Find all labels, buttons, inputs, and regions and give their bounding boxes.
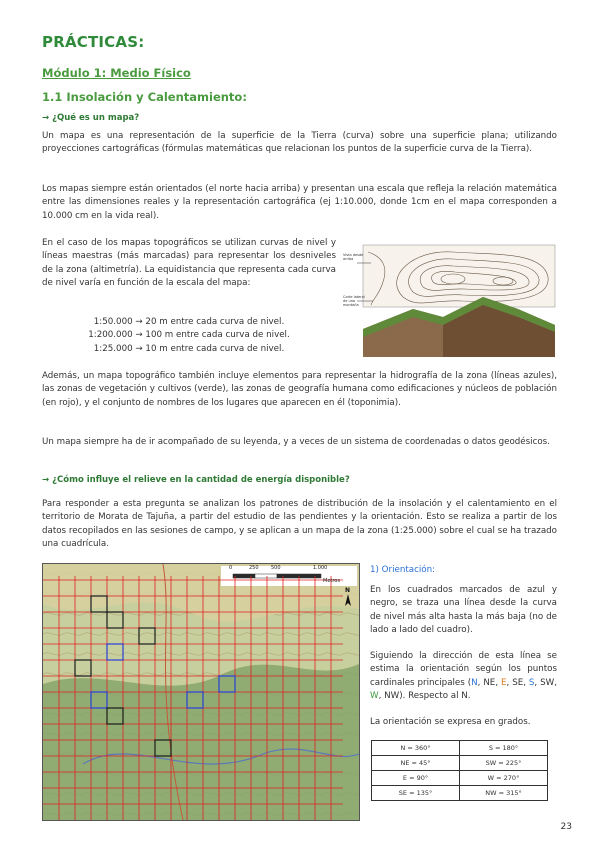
orientation-text-2: Siguiendo la dirección de esta línea se estima la orientación según los puntos cardinales principales (N, NE, E, SE, S, SW, W, NW). Respecto al N. <box>370 651 557 701</box>
scale-list <box>42 316 336 356</box>
table-row <box>372 741 548 756</box>
grid-map <box>42 563 360 821</box>
topographic-figure <box>343 237 557 357</box>
dir-n: N <box>471 677 478 688</box>
paragraph-map-orientation: Los mapas siempre están orientados (el norte hacia arriba) y presentan una escala que refleja la relación matemática entre las dimensiones reales y la representación cartográfica (ej 1:10.000, donde 1cm en el mapa corresponden a 10.000 cm en la vida real). <box>42 184 557 221</box>
scale-tick: 1.000 <box>313 565 328 571</box>
table-cell: NE = 45° <box>372 756 460 771</box>
table-cell: NW = 315° <box>460 786 548 801</box>
question-heading-relief: → ¿Cómo influye el relieve en la cantidad de energía disponible? <box>42 475 350 485</box>
paragraph-map-definition: Un mapa es una representación de la superficie de la Tierra (curva) sobre una superficie plana; utilizando proyecciones cartográficas (fórmulas matemáticas que relacionan los puntos de la superficie curva de la Tierra). <box>42 131 557 155</box>
paragraph-topographic: En el caso de los mapas topográficos se utilizan curvas de nivel y líneas maestras (más marcadas) para representar los desniveles de la zona (altimetría). La equidistancia que representa cada curva de nivel varía en función de la escala del mapa: <box>42 238 336 288</box>
orientation-table <box>371 740 548 801</box>
figure-label-top: Vista desde arriba <box>343 253 364 261</box>
table-cell: S = 180° <box>460 741 548 756</box>
paragraph-analysis: Para responder a esta pregunta se analizan los patrones de distribución de la insolación y el calentamiento en el territorio de Morata de Tajuña, a partir del estudio de las pendientes y la orientación. Esto se realiza a partir de los datos recopilados en las sesiones de campo, y se aplican a un mapa de la zona (1:25.000) sobre el cual se ha trazado una cuadrícula. <box>42 499 557 549</box>
figure-label-side: Corte lateral de una montaña <box>343 295 365 307</box>
table-row <box>372 756 548 771</box>
scale-unit: Metros <box>323 578 340 584</box>
dir-nw: NW <box>384 690 400 701</box>
dir-w: W <box>370 690 379 701</box>
table-cell: SE = 135° <box>372 786 460 801</box>
scale-item: 1:200.000 → 100 m entre cada curva de nivel. <box>88 330 290 341</box>
scale-item: 1:50.000 → 20 m entre cada curva de nivel. <box>93 317 285 327</box>
dir-se: SE <box>512 677 524 688</box>
question-heading-map: → ¿Qué es un mapa? <box>42 113 140 123</box>
table-cell: SW = 225° <box>460 756 548 771</box>
scale-tick: 250 <box>249 565 259 571</box>
dir-ne: NE <box>483 677 496 688</box>
page-number: 23 <box>560 822 572 832</box>
scale-tick: 0 <box>229 565 233 571</box>
dir-s: S <box>528 677 535 688</box>
page-title: PRÁCTICAS: <box>42 33 145 51</box>
orientation-heading: 1) Orientación: <box>370 565 436 575</box>
module-heading: Módulo 1: Medio Físico <box>42 66 191 80</box>
compass-icon <box>341 588 355 614</box>
orientation-text-1: En los cuadrados marcados de azul y negro, se traza una línea desde la curva de nivel más alta hasta la más baja (no de lado a lado del cuadro). <box>370 585 557 635</box>
paragraph-legend: Un mapa siempre ha de ir acompañado de su leyenda, y a veces de un sistema de coordenadas o datos geodésicos. <box>42 437 550 447</box>
table-cell: E = 90° <box>372 771 460 786</box>
section-heading: 1.1 Insolación y Calentamiento: <box>42 90 247 104</box>
dir-e: E <box>501 677 507 688</box>
paragraph-map-elements: Además, un mapa topográfico también incluye elementos para representar la hidrografía de la zona (líneas azules), las zonas de vegetación y cultivos (verde), las zonas de geografía humana como edificaciones y núcleos de población (en rojo), y el conjunto de nombres de los lugares que aparecen en él (toponimia). <box>42 371 557 408</box>
table-row <box>372 786 548 801</box>
scale-item: 1:25.000 → 10 m entre cada curva de nivel. <box>93 343 285 354</box>
orientation-text-3: La orientación se expresa en grados. <box>370 717 531 727</box>
table-cell: W = 270° <box>460 771 548 786</box>
dir-sw: SW <box>540 677 555 688</box>
scale-tick: 500 <box>271 565 281 571</box>
table-row <box>372 771 548 786</box>
compass-label: N <box>345 587 351 594</box>
table-cell: N = 360° <box>372 741 460 756</box>
